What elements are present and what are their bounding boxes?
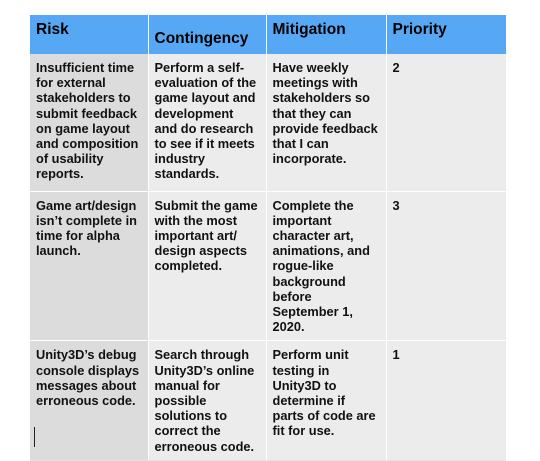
mitigation-cell: Complete the important character art, animations, and rogue-like background before September 1, 2020. [266, 191, 386, 341]
table-body [30, 54, 506, 460]
table-row [30, 191, 506, 341]
contingency-cell: Search through Unity3D’s online manual for possible solutions to correct the erroneous code. [148, 341, 266, 460]
text-cursor[interactable] [34, 427, 35, 447]
table-row [30, 341, 506, 460]
risk-cell: Insufficient time for external stakeholders to submit feedback on game layout and composition of usability reports. [30, 54, 148, 191]
risk-cell: Game art/design isn’t complete in time for alpha launch. [30, 191, 148, 341]
mitigation-cell: Perform unit testing in Unity3D to determine if parts of code are fit for use. [266, 341, 386, 460]
risk-table [30, 15, 506, 461]
table-header [30, 15, 506, 54]
header-contingency: Contingency [148, 15, 266, 54]
mitigation-cell: Have weekly meetings with stakeholders so that they can provide feedback that I can incorporate. [266, 54, 386, 191]
contingency-cell: Submit the game with the most important art/ design aspects completed. [148, 191, 266, 341]
priority-cell: 2 [386, 54, 506, 191]
risk-cell: Unity3D’s debug console displays messages about erroneous code. [30, 341, 148, 460]
header-risk: Risk [30, 15, 148, 54]
header-mitigation: Mitigation [266, 15, 386, 54]
header-priority: Priority [386, 15, 506, 54]
contingency-cell: Perform a self-evaluation of the game layout and development and do research to see if it meets industry standards. [148, 54, 266, 191]
priority-cell: 1 [386, 341, 506, 460]
priority-cell: 3 [386, 191, 506, 341]
header-row [30, 15, 506, 54]
table-row [30, 54, 506, 191]
